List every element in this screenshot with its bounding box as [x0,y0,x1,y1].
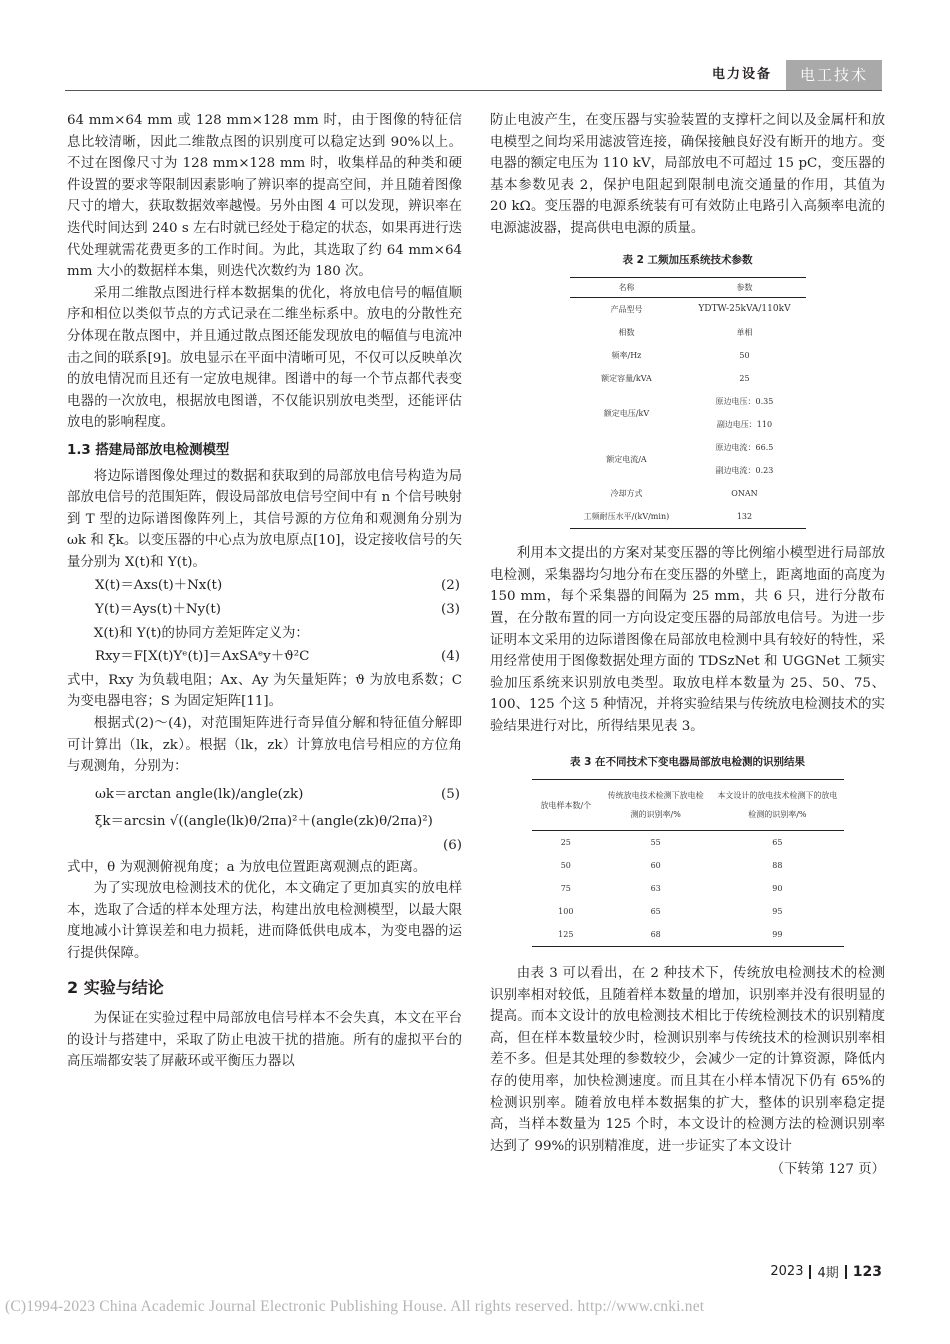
equation-number: (3) [441,602,460,618]
table-cell: 25 [739,374,750,384]
table-cell: 100 [558,907,574,917]
paragraph: 64 mm×64 mm 或 128 mm×128 mm 时，由于图像的特征信息比较清晰，因此二维散点图的识别度可以稳定达到 90%以上。不过在图像尺寸为 128 mm×128 mm 时，收集样品的种类和硬件设置的要求等限制因素影响了辨识率的提高空间，并且随着图像尺寸的增大，获取数据效率越慢。另外由图 4 可以发现，辨识率在迭代时间达到 240 s 左右时就已经处于稳定的状态，如果再进行迭代处理就需花费更多的工作时间。为此，其选取了约 64 mm×64 mm 大小的数据样本集，则迭代次数约为 180 次。 [67,113,462,280]
table-cell: 60 [650,861,661,871]
table-cell: 25 [560,838,571,848]
table-row [570,482,806,505]
table-3-title: 表 3 在不同技术下变电器局部放电检测的识别结果 [569,755,806,768]
footer-issue: 4期 [817,1266,839,1281]
table-cell: 50 [739,351,750,361]
table-3 [532,779,844,947]
equation-2 [67,575,462,597]
paragraph: 防止电波产生，在变压器与实验装置的支撑杆之间以及金属杆和放电模型之间均采用滤波管连接，确保接触良好没有断开的地方。变电器的额定电压为 110 kV，局部放电不可超过 15 pC，变压器的基本参数见表 2，保护电阻起到限制电流交通量的作用，其值为 20 kΩ。变压器的电源系统装有可有效防止电路引入高频率电流的电源滤波器，提高供电电源的质量。 [490,113,885,236]
running-header [698,60,882,90]
section-heading-1-3: 1.3 搭建局部放电检测模型 [67,442,230,458]
table-2-title: 表 2 工频加压系统技术参数 [622,253,753,266]
table-cell: 132 [736,512,753,522]
paragraph: 将边际谱图像处理过的数据和获取到的局部放电信号构造为局部放电信号的范围矩阵，假设局部放电信号空间中有 n 个信号映射到 T 型的边际谱图像阵列上，其信号源的方位角和观测角分别为 ωk 和 ξk。以变压器的中心点为放电原点[10]，设定接收信号的矢量分别为 X(t)和 Y(t)。 [67,468,462,570]
table-cell: 副边电压：110 [716,420,773,430]
paragraph: 式中，θ 为观测俯视角度；a 为放电位置距离观测点的距离。 [67,859,427,875]
table-cell: 65 [650,907,661,917]
paragraph: 由表 3 可以看出，在 2 种技术下，传统放电检测技术的检测识别率相对较低，且随着样本数量的增加，识别率并没有很明显的提高。而本文设计的放电检测技术相比于传统检测技术的识别精度高，但在样本数量较少时，检测识别率与传统技术的检测识别率相差不多。但是其处理的参数较少，会减少一定的计算资源，降低内存的使用率，加快检测速度。而且其在小样本情况下仍有 65%的检测识别率。随着放电样本数据集的扩大，整体的识别率稳定提高，当样本数量为 125 个时，本文设计的检测方法的检测识别率达到了 99%的识别精准度，进一步证实了本文设计 [490,966,885,1154]
table-header: 放电样本数/个 [532,780,601,831]
table-cell: 75 [560,884,571,894]
table-cell: 65 [772,838,783,848]
table-row [532,900,844,923]
right-column [490,110,885,1181]
table-header: 本文设计的放电技术检测下的放电检测的识别率/% [711,780,843,831]
page-number: 123 [852,1263,882,1280]
paragraph: 利用本文提出的方案对某变压器的等比例缩小模型进行局部放电检测，采集器均匀地分布在变压器的外壁上，距离地面的高度为 150 mm，每个采集器的间隔为 25 mm，共 6 只，进行分散布置，在分散布置的同一方向设定变压器的局部放电信号。为进一步证明本文采用的边际谱图像在局部放电检测中具有较好的特性，采用经常使用于图像数据处理方面的 TDSzNet 和 UGGNet 工频实验加压系统来识别放电类型。取放电样本数量为 25、50、75、100、125 个这 5 种情况，并将实验结果与传统放电检测技术的实验结果进行对比，所得结果见表 3。 [490,546,885,734]
paragraph: 式中，Rxy 为负载电阻；Ax、Ay 为矢量矩阵；ϑ 为放电系数；C 为变电器电容；S 为固定矩阵[11]。 [67,672,462,710]
table-row [532,877,844,900]
paragraph: 为保证在实验过程中局部放电信号样本不会失真，本文在平台的设计与搭建中，采取了防止电波干扰的措施。所有的虚拟平台的高压端都安装了屏蔽环或平衡压力器以 [67,1011,462,1070]
table-row [570,367,806,390]
table-cell: 原边电压：0.35 [715,397,774,407]
page-footer [770,1262,882,1281]
equation-number: (5) [441,786,460,802]
equation-body: X(t)＝Axs(t)＋Nx(t) [95,578,223,594]
paragraph: X(t)和 Y(t)的协同方差矩阵定义为： [93,625,309,641]
table-row [532,923,844,947]
equation-5 [67,784,462,806]
section-tag: 电工技术 [786,60,882,90]
table-cell: 68 [650,930,661,940]
table-row [570,436,806,459]
table-cell: 冷却方式 [610,489,643,499]
table-cell: ONAN [731,489,758,499]
table-cell: 单相 [736,328,753,338]
table-row [532,831,844,855]
table-row [570,390,806,413]
table-2 [570,277,806,529]
table-cell: 95 [772,907,783,917]
continued-note: （下转第 127 页） [770,1162,885,1178]
table-cell: 额定电压/kV [603,408,650,418]
table-cell: 原边电流：66.5 [715,443,774,453]
equation-body: ωk＝arctan angle(lk)/angle(zk) [95,786,304,802]
left-column [67,110,462,1073]
table-cell: 额定容量/kVA [601,374,652,384]
table-cell: 频率/Hz [611,351,642,361]
table-row [532,854,844,877]
header-rule [65,90,882,91]
table-cell: 55 [650,838,661,848]
paragraph: 根据式(2)～(4)，对范围矩阵进行奇异值分解和特征值分解即可计算出（lk，zk）。根据（lk，zk）计算放电信号相应的方位角与观测角，分别为： [67,716,462,775]
paragraph: 为了实现放电检测技术的优化，本文确定了更加真实的放电样本，选取了合适的样本处理方法，构建出放电检测模型，以最大限度地减小计算误差和电力损耗，进而降低供电成本，为变电器的运行提供保障。 [67,881,462,961]
table-cell: 产品型号 [610,305,643,315]
paragraph: 采用二维散点图进行样本数据集的优化，将放电信号的幅值顺序和相位以类似节点的方式记录在二维坐标系中。放电的分散性充分体现在散点图中，并且通过散点图还能发现放电的幅值与电流冲击之间的联系[9]。放电显示在平面中清晰可见，不仅可以反映单次的放电情况而且还有一定放电规律。图谱中的每一个节点都代表变电器的一次放电，根据放电图谱，不仅能识别放电类型，还能评估放电的影响程度。 [67,285,462,431]
table-cell: 90 [772,884,783,894]
table-cell: 额定电流/A [606,454,647,464]
table-header: 参数 [683,278,805,298]
footer-separator [809,1265,811,1279]
equation-body: Rxy＝F[X(t)Yᵉ(t)]＝AxSAᵉy＋ϑ²C [95,649,310,665]
table-cell: 88 [772,861,783,871]
table-cell: 99 [772,930,783,940]
journal-name: 电力设备 [711,67,772,82]
copyright-watermark: (C)1994-2023 China Academic Journal Electronic Publishing House. All rights reserved. http://www.cnki.net [5,1298,705,1315]
table-row [570,344,806,367]
table-cell: 63 [650,884,661,894]
table-cell: 相数 [618,328,635,338]
table-cell: 副边电流：0.23 [715,466,774,476]
table-header: 名称 [570,278,684,298]
table-cell: 50 [560,861,571,871]
footer-year: 2023 [770,1264,804,1279]
equation-body: ξk＝arcsin √((angle(lk)θ/2πa)²＋(angle(zk)θ/2πa)²) [95,814,433,830]
table-row [570,505,806,529]
equation-4 [67,646,462,668]
table-header: 传统放电技术检测下放电检测的识别率/% [600,780,711,831]
equation-number: (4) [441,649,460,665]
table-row [570,298,806,322]
table-cell: 工频耐压水平/(kV/min) [583,512,670,522]
table-cell: YDTW-25kVA/110kV [698,304,791,315]
equation-6 [67,811,462,833]
footer-separator [845,1265,847,1279]
equation-3 [67,599,462,621]
table-cell: 125 [558,930,574,940]
equation-number: (2) [441,578,460,594]
equation-body: Y(t)＝Ays(t)＋Ny(t) [95,602,221,618]
section-heading-2: 2 实验与结论 [67,977,164,997]
table-row [570,321,806,344]
equation-number: (6) [443,838,462,853]
